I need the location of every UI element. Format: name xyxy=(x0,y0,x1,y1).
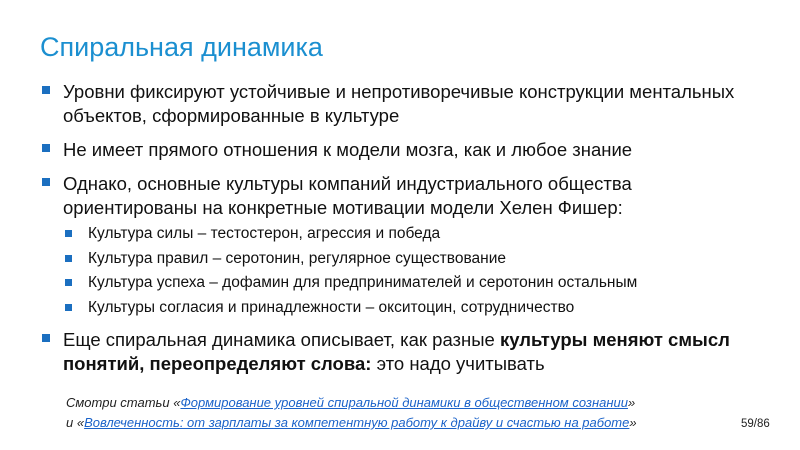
bullet-text-after: это надо учитывать xyxy=(371,353,545,375)
bullet-item xyxy=(40,138,760,162)
bullet-list xyxy=(40,80,760,386)
bullet-text: Не имеет прямого отношения к модели мозга, как и любое знание xyxy=(63,139,633,160)
article-link-2[interactable]: Вовлеченность: от зарплаты за компетентную работу к драйву и счастью на работе xyxy=(84,415,630,430)
footnote xyxy=(66,393,637,433)
footnote-prefix: Смотри статьи « xyxy=(66,395,181,410)
bullet-text: Однако, основные культуры компаний индустриального общества ориентированы на конкретные мотивации модели Хелен Фишер: xyxy=(63,173,632,218)
square-bullet-icon xyxy=(65,279,72,286)
sub-bullet-text: Культуры согласия и принадлежности – окситоцин, сотрудничество xyxy=(88,299,575,317)
bullet-item xyxy=(40,172,760,318)
article-link-1[interactable]: Формирование уровней спиральной динамики в общественном сознании xyxy=(180,395,628,410)
square-bullet-icon xyxy=(42,86,50,94)
square-bullet-icon xyxy=(42,178,50,186)
sub-bullet-text: Культура правил – серотонин, регулярное существование xyxy=(88,249,506,267)
square-bullet-icon xyxy=(42,144,50,152)
sub-bullet-item xyxy=(63,298,760,318)
square-bullet-icon xyxy=(65,230,72,237)
sub-bullet-item xyxy=(63,249,760,269)
sub-bullet-item xyxy=(63,273,760,293)
square-bullet-icon xyxy=(42,334,50,342)
sub-bullet-item xyxy=(63,224,760,244)
page-number: 59/86 xyxy=(741,418,770,430)
footnote-prefix: и « xyxy=(66,415,85,430)
footnote-line-1 xyxy=(66,393,637,413)
square-bullet-icon xyxy=(65,304,72,311)
footnote-suffix: » xyxy=(627,395,636,410)
bullet-text-bold: культуры меняют смысл понятий, переопределяют слова: xyxy=(63,329,730,375)
footnote-line-2 xyxy=(66,413,637,433)
sub-bullet-list xyxy=(63,224,760,318)
bullet-text-before: Еще спиральная динамика описывает, как разные xyxy=(63,329,500,351)
slide-title: Спиральная динамика xyxy=(40,32,323,62)
bullet-item xyxy=(40,80,760,128)
bullet-item xyxy=(40,328,760,376)
sub-bullet-text: Культура силы – тестостерон, агрессия и победа xyxy=(88,225,441,242)
footnote-suffix: » xyxy=(629,415,637,430)
bullet-text: Уровни фиксируют устойчивые и непротиворечивые конструкции ментальных объектов, сформированные в культуре xyxy=(63,81,735,126)
square-bullet-icon xyxy=(65,255,72,262)
sub-bullet-text: Культура успеха – дофамин для предпринимателей и серотонин остальным xyxy=(88,274,638,292)
